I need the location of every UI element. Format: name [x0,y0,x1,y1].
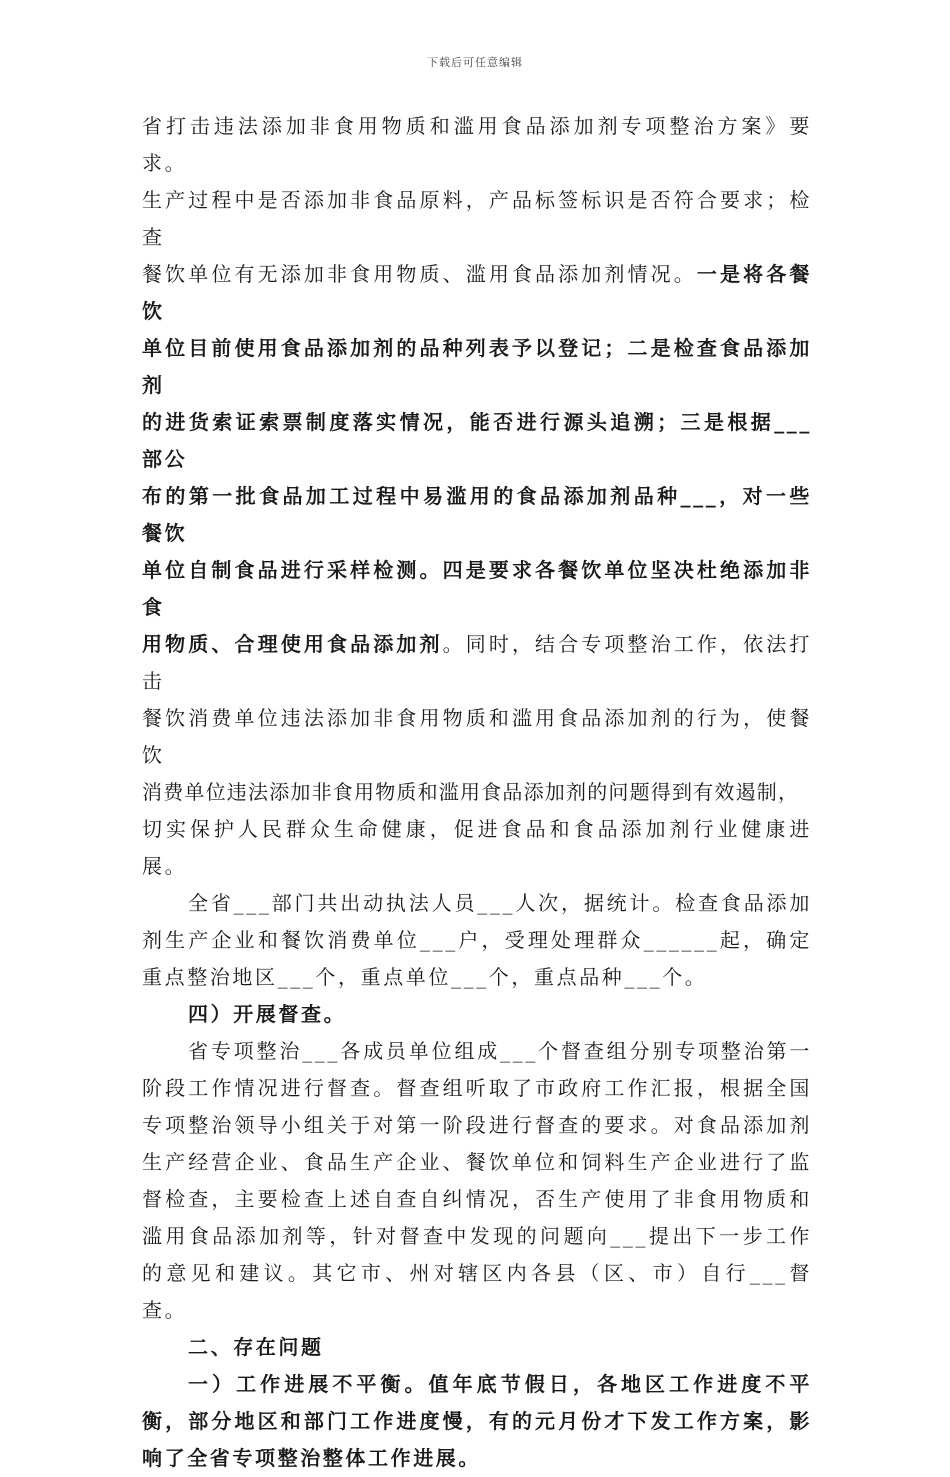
bold-line: 布的第一批食品加工过程中易滥用的食品添加剂品种___，对一些餐饮 [142,484,812,545]
bold-line: 单位自制食品进行采样检测。四是要求各餐饮单位坚决杜绝添加非食 [142,558,812,619]
page-header: 下载后可任意编辑 [427,56,523,69]
paragraph-supervision: 省专项整治___各成员单位组成___个督查组分别专项整治第一阶段工作情况进行督查。督查组听取了市政府工作汇报，根据全国专项整治领导小组关于对第一阶段进行督查的要求。对食品添加剂生产经营企业、食品生产企业、餐饮单位和饲料生产企业进行了监督检查，主要检查上述自查自纠情况，否生产使用了非食用物质和滥用食品添加剂等，针对督查中发现的问题向___提出下一步工作的意见和建议。其它市、州对辖区内各县（区、市）自行___督查。 [142,1039,812,1322]
section-heading-supervision: 四）开展督查。 [188,1002,347,1026]
bold-line: 的进货索证索票制度落实情况，能否进行源头追溯；三是根据___部公 [142,410,812,471]
paragraph-line: 餐饮单位有无添加非食用物质、滥用食品添加剂情况。 [142,262,697,286]
bold-line: 单位目前使用食品添加剂的品种列表予以登记；二是检查食品添加剂 [142,336,812,397]
bold-line: 用物质、合理使用食品添加剂 [142,632,443,656]
document-body [142,108,812,1477]
paragraph-line: 生产过程中是否添加非食品原料，产品标签标识是否符合要求；检查 [142,188,812,249]
paragraph-line: 餐饮消费单位违法添加非食用物质和滥用食品添加剂的行为，使餐饮 [142,706,812,767]
paragraph-line: 消费单位违法添加非食用物质和滥用食品添加剂的问题得到有效遏制， [142,780,800,804]
paragraph-line: 。同时，结合专项整治工作，依法打击 [142,632,812,693]
paragraph-statistics: 全省___部门共出动执法人员___人次，据统计。检查食品添加剂生产企业和餐饮消费单位___户，受理处理群众______起，确定重点整治地区___个，重点单位___个，重点品种___个。 [142,891,812,989]
section-heading-problems: 二、存在问题 [188,1335,324,1359]
paragraph-line: 省打击违法添加非食用物质和滥用食品添加剂专项整治方案》要求。 [142,114,812,175]
paragraph-line: 切实保护人民群众生命健康，促进食品和食品添加剂行业健康进展。 [142,817,812,878]
bold-line: 一是将各餐饮 [142,262,813,323]
paragraph-problem-1: 一）工作进展不平衡。值年底节假日，各地区工作进度不平衡，部分地区和部门工作进度慢，有的元月份才下发工作方案，影响了全省专项整治整体工作进展。 [142,1372,812,1470]
paragraph-inspection [142,108,812,885]
